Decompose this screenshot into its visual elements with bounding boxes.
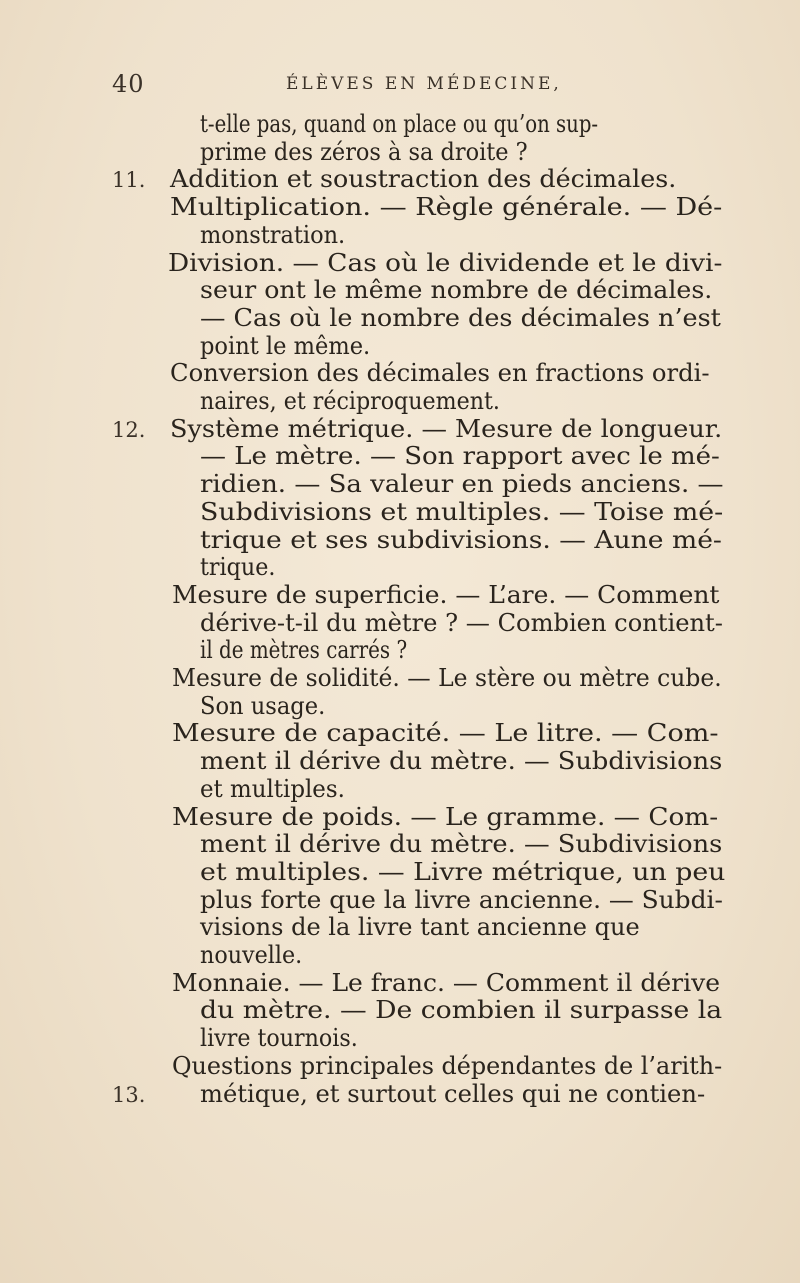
text-line: Addition et soustraction des décimales. <box>170 165 677 194</box>
text-line: — Cas où le nombre des décimales n’est <box>200 303 721 332</box>
running-title: ÉLÈVES EN MÉDECINE, <box>286 74 562 94</box>
text-line: livre tournois. <box>200 1024 358 1053</box>
text-line: Subdivisions et multiples. — Toise mé- <box>200 497 724 526</box>
text-line: trique et ses subdivisions. — Aune mé- <box>200 525 722 554</box>
text-line: métique, et surtout celles qui ne contien- <box>200 1079 706 1108</box>
section-number: 11. <box>112 168 146 193</box>
page-header <box>0 70 800 110</box>
text-line: t-elle pas, quand on place ou qu’on sup- <box>200 110 599 138</box>
text-line: ridien. — Sa valeur en pieds anciens. — <box>200 470 724 499</box>
text-line: prime des zéros à sa droite ? <box>200 137 528 166</box>
text-line: Questions principales dépendantes de l’arith- <box>172 1051 723 1080</box>
text-line: Conversion des décimales en fractions ordi- <box>170 359 710 388</box>
text-line: — Le mètre. — Son rapport avec le mé- <box>200 442 720 471</box>
text-line: naires, et réciproquement. <box>200 387 500 415</box>
text-line: Division. — Cas où le dividende et le divi- <box>168 248 723 277</box>
text-line: monstration. <box>200 220 346 249</box>
text-line: Système métrique. — Mesure de longueur. <box>170 414 723 443</box>
text-line: Monnaie. — Le franc. — Comment il dérive <box>172 968 721 997</box>
text-line: trique. <box>200 553 276 582</box>
text-line: ment il dérive du mètre. — Subdivisions <box>200 747 723 776</box>
text-line: Multiplication. — Règle générale. — Dé- <box>170 193 723 222</box>
section-number: 13. <box>112 1082 146 1107</box>
section-number: 12. <box>112 417 146 442</box>
text-line: Mesure de poids. — Le gramme. — Com- <box>172 802 719 831</box>
text-line: et multiples. — Livre métrique, un peu <box>200 857 726 886</box>
text-line: point le même. <box>200 331 371 360</box>
page-number: 40 <box>112 70 145 98</box>
text-line: plus forte que la livre ancienne. — Subdi- <box>200 885 723 914</box>
text-line: dérive-t-il du mètre ? — Combien contient- <box>200 608 723 637</box>
text-line: Mesure de solidité. — Le stère ou mètre cube. <box>172 664 722 692</box>
text-line: et multiples. <box>200 774 345 803</box>
text-line: Mesure de superficie. — L’are. — Comment <box>172 580 720 609</box>
text-line: du mètre. — De combien il surpasse la <box>200 996 723 1025</box>
text-line: Son usage. <box>200 691 326 720</box>
text-line: ment il dérive du mètre. — Subdivisions <box>200 830 723 859</box>
text-line: nouvelle. <box>200 941 303 969</box>
text-line: seur ont le même nombre de décimales. <box>200 276 713 305</box>
text-line: il de mètres carrés ? <box>200 636 408 665</box>
text-line: Mesure de capacité. — Le litre. — Com- <box>172 719 719 748</box>
text-line: visions de la livre tant ancienne que <box>200 913 640 942</box>
